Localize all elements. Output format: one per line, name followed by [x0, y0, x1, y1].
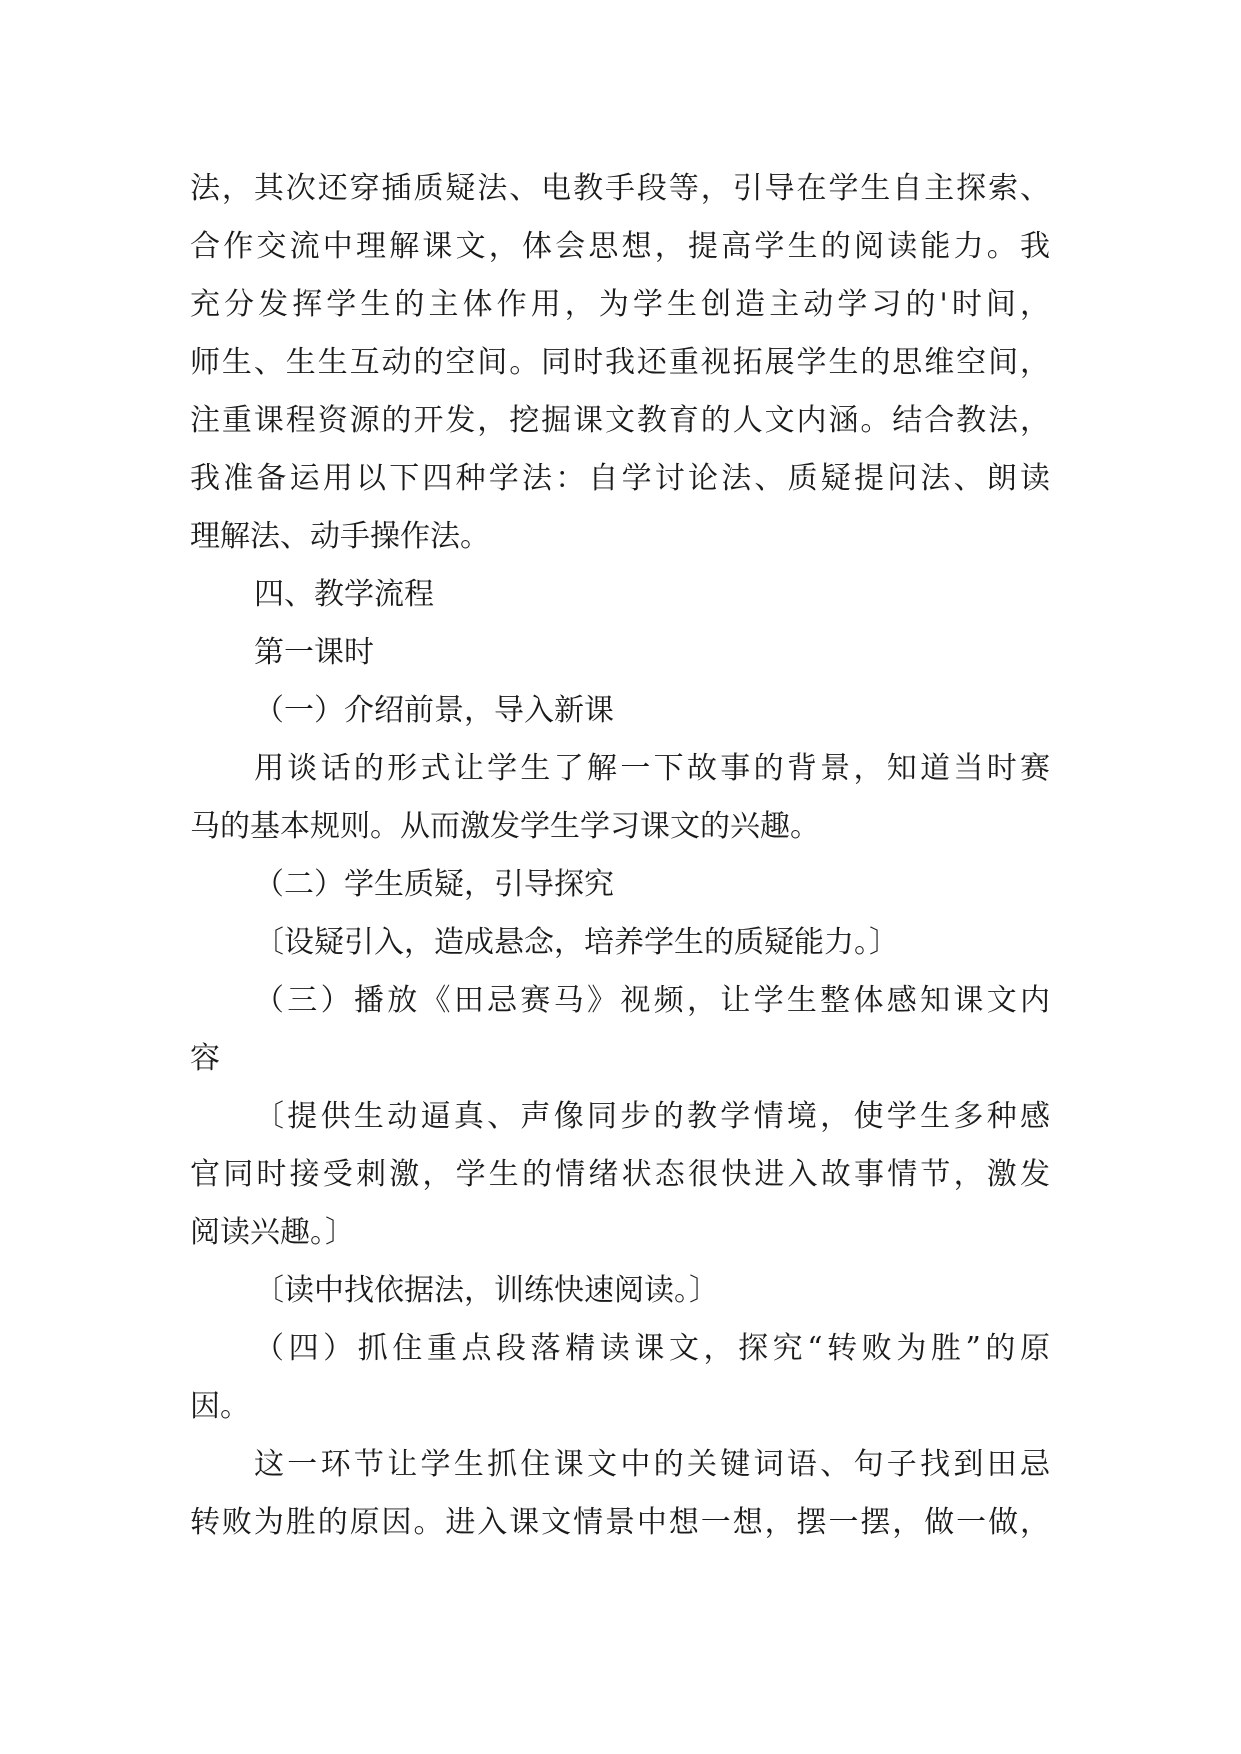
text-line: （三）播放《田忌赛马》视频，让学生整体感知课文内	[254, 983, 1050, 1018]
text-line: 〔提供生动逼真、声像同步的教学情境，使学生多种感	[254, 1099, 1050, 1134]
text-line: 官同时接受刺激，学生的情绪状态很快进入故事情节，激发	[190, 1157, 1050, 1192]
text-line: 我准备运用以下四种学法：自学讨论法、质疑提问法、朗读	[190, 461, 1050, 496]
document-body	[190, 160, 1050, 1552]
text-line: 师生、生生互动的空间。同时我还重视拓展学生的思维空间，	[190, 345, 1050, 380]
text-line: 转败为胜的原因。进入课文情景中想一想，摆一摆，做一做，	[190, 1505, 1050, 1540]
text-line: 四、教学流程	[254, 577, 434, 612]
text-line: （四）抓住重点段落精读课文，探究“转败为胜”的原	[254, 1331, 1050, 1366]
text-line: 合作交流中理解课文，体会思想，提高学生的阅读能力。我	[190, 229, 1050, 264]
text-line: 容	[190, 1041, 220, 1076]
text-line: （一）介绍前景，导入新课	[254, 693, 614, 728]
text-line: 阅读兴趣。〕	[190, 1215, 355, 1250]
text-line: 充分发挥学生的主体作用，为学生创造主动学习的'时间，	[190, 287, 1050, 322]
text-line: 马的基本规则。从而激发学生学习课文的兴趣。	[190, 809, 820, 844]
text-line: 注重课程资源的开发，挖掘课文教育的人文内涵。结合教法，	[190, 403, 1050, 438]
text-line: 法，其次还穿插质疑法、电教手段等，引导在学生自主探索、	[190, 171, 1050, 206]
text-line: 这一环节让学生抓住课文中的关键词语、句子找到田忌	[254, 1447, 1050, 1482]
text-line: （二）学生质疑，引导探究	[254, 867, 614, 902]
text-line: 第一课时	[254, 635, 374, 670]
text-line: 〔设疑引入，造成悬念，培养学生的质疑能力。〕	[254, 925, 899, 960]
text-line: 〔读中找依据法，训练快速阅读。〕	[254, 1273, 719, 1308]
text-line: 理解法、动手操作法。	[190, 519, 490, 554]
text-line: 用谈话的形式让学生了解一下故事的背景，知道当时赛	[254, 751, 1050, 786]
text-line: 因。	[190, 1389, 250, 1424]
